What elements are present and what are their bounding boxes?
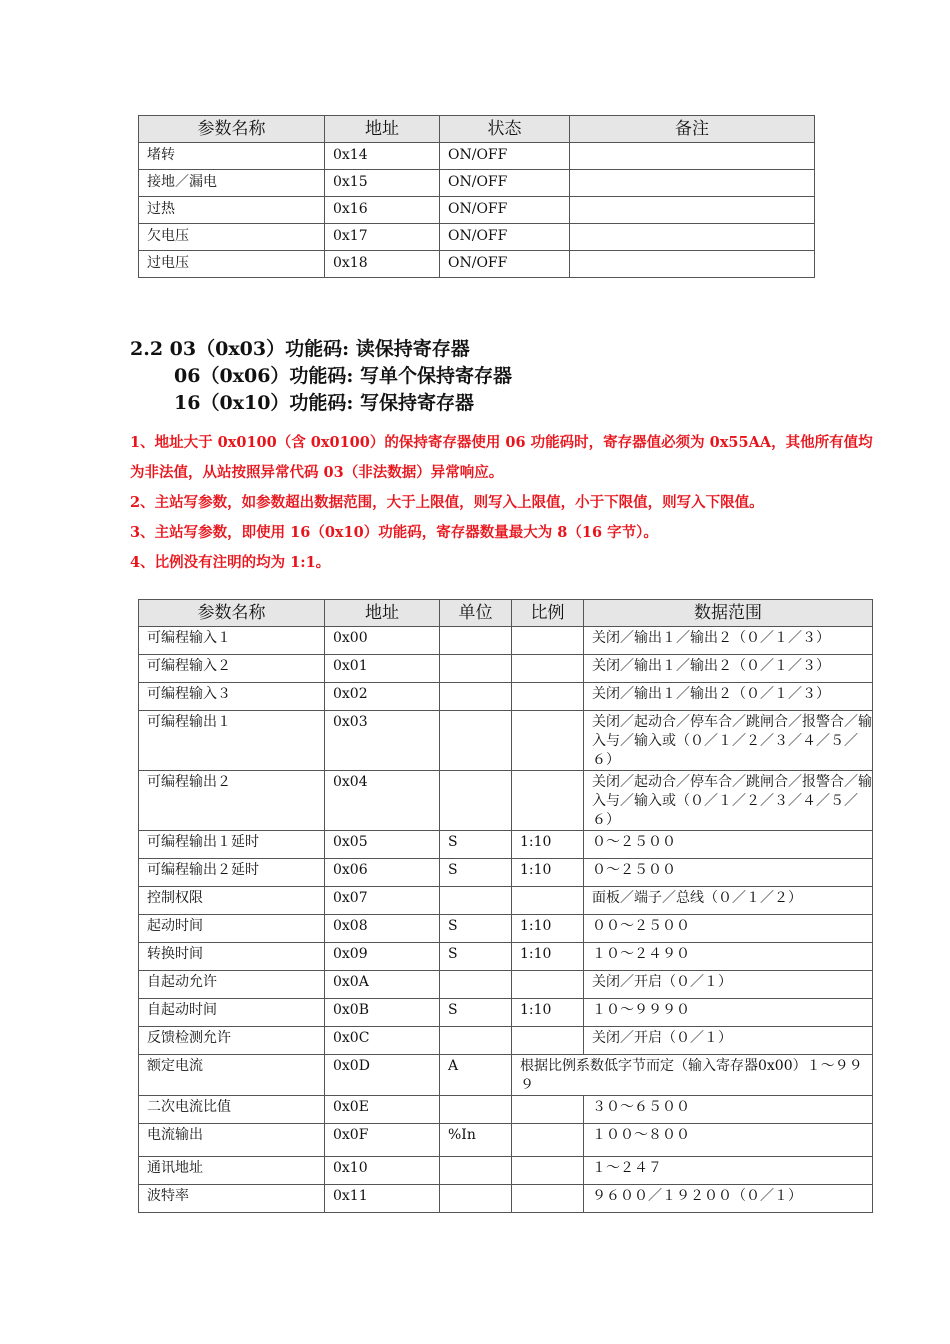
header-address: 地址 [325,116,440,143]
cell-ratio: 1:10 [512,859,584,887]
cell-unit [440,887,512,915]
note-item: 4、比例没有注明的均为 1:1。 [130,554,331,571]
cell-name: 可编程输出１ [139,711,325,771]
cell-range: 关闭／输出１／输出２（０／１／３） [584,683,873,711]
cell-address: 0x0E [325,1096,440,1124]
cell-ratio-range-merged: 根据比例系数低字节而定（输入寄存器0x00）１～９９９ [512,1055,873,1096]
cell-address: 0x10 [325,1157,440,1185]
cell-address: 0x03 [325,711,440,771]
cell-range: 关闭／开启（０／１） [584,1027,873,1055]
cell-address: 0x0D [325,1055,440,1096]
cell-address: 0x04 [325,771,440,831]
table-row [139,197,815,224]
cell-name: 电流输出 [139,1124,325,1157]
cell-name: 二次电流比值 [139,1096,325,1124]
cell-name: 欠电压 [139,224,325,251]
cell-name: 起动时间 [139,915,325,943]
cell-address: 0x17 [325,224,440,251]
cell-name: 可编程输入１ [139,627,325,655]
table-header-row [139,116,815,143]
cell-unit: S [440,999,512,1027]
table-row [139,999,873,1027]
cell-ratio: 1:10 [512,915,584,943]
note-item: 3、主站写参数，即使用 16（0x10）功能码，寄存器数量最大为 8（16 字节）。 [130,524,658,541]
cell-range: ９６００／１９２００（０／１） [584,1185,873,1213]
cell-status: ON/OFF [440,197,570,224]
table-row [139,655,873,683]
cell-unit [440,771,512,831]
cell-name: 波特率 [139,1185,325,1213]
table-row [139,627,873,655]
header-data-range: 数据范围 [584,600,873,627]
cell-unit: S [440,859,512,887]
cell-address: 0x0A [325,971,440,999]
cell-name: 自起动时间 [139,999,325,1027]
table-row [139,1027,873,1055]
note-item: 2、主站写参数，如参数超出数据范围，大于上限值，则写入上限值，小于下限值，则写入下限值。 [130,494,764,511]
cell-ratio [512,887,584,915]
notes-list [130,428,875,578]
table-row [139,1055,873,1096]
cell-unit: S [440,915,512,943]
cell-ratio [512,1096,584,1124]
cell-range: 关闭／开启（０／１） [584,971,873,999]
section-heading-line-2: 06（0x06）功能码: 写单个保持寄存器 [174,365,513,387]
header-ratio: 比例 [512,600,584,627]
cell-address: 0x02 [325,683,440,711]
cell-ratio: 1:10 [512,943,584,971]
cell-address: 0x0F [325,1124,440,1157]
note-item: 1、地址大于 0x0100（含 0x0100）的保持寄存器使用 06 功能码时，寄存器值必须为 0x55AA，其他所有值均为非法值，从站按照异常代码 03（非法数据）异常响应。 [130,434,873,481]
table-row [139,683,873,711]
cell-range: １～２４７ [584,1157,873,1185]
cell-remark [570,170,815,197]
table-header-row [139,600,873,627]
cell-range: ３０～６５００ [584,1096,873,1124]
cell-status: ON/OFF [440,251,570,278]
cell-ratio: 1:10 [512,999,584,1027]
header-param-name: 参数名称 [139,116,325,143]
cell-status: ON/OFF [440,224,570,251]
cell-range: 关闭／起动合／停车合／跳闸合／报警合／输入与／输入或（０／１／２／３／４／５／６） [584,771,873,831]
cell-address: 0x18 [325,251,440,278]
cell-address: 0x08 [325,915,440,943]
table-row [139,831,873,859]
cell-unit: S [440,943,512,971]
cell-range: １００～８００ [584,1124,873,1157]
cell-ratio [512,1027,584,1055]
cell-ratio [512,1157,584,1185]
table-row [139,251,815,278]
cell-range: 关闭／输出１／输出２（０／１／３） [584,627,873,655]
cell-ratio [512,1124,584,1157]
cell-unit [440,1157,512,1185]
cell-address: 0x09 [325,943,440,971]
cell-address: 0x07 [325,887,440,915]
cell-unit: A [440,1055,512,1096]
cell-range: １０～９９９０ [584,999,873,1027]
table-row [139,1185,873,1213]
cell-unit [440,683,512,711]
table-row [139,971,873,999]
cell-ratio [512,711,584,771]
cell-range: 关闭／输出１／输出２（０／１／３） [584,655,873,683]
cell-name: 堵转 [139,143,325,170]
cell-unit [440,1027,512,1055]
cell-name: 反馈检测允许 [139,1027,325,1055]
cell-unit [440,711,512,771]
cell-status: ON/OFF [440,170,570,197]
cell-address: 0x05 [325,831,440,859]
cell-range: ０～２５００ [584,859,873,887]
cell-remark [570,143,815,170]
cell-range: 面板／端子／总线（０／１／２） [584,887,873,915]
cell-name: 接地／漏电 [139,170,325,197]
table-row [139,170,815,197]
cell-address: 0x0B [325,999,440,1027]
cell-range: 关闭／起动合／停车合／跳闸合／报警合／输入与／输入或（０／１／２／３／４／５／６） [584,711,873,771]
cell-ratio: 1:10 [512,831,584,859]
cell-remark [570,251,815,278]
cell-name: 可编程输出１延时 [139,831,325,859]
header-remark: 备注 [570,116,815,143]
table-row [139,143,815,170]
header-address: 地址 [325,600,440,627]
cell-unit: %In [440,1124,512,1157]
cell-address: 0x16 [325,197,440,224]
table-row [139,943,873,971]
table-row [139,224,815,251]
cell-ratio [512,683,584,711]
header-unit: 单位 [440,600,512,627]
header-status: 状态 [440,116,570,143]
cell-unit [440,627,512,655]
cell-ratio [512,655,584,683]
table-row [139,1157,873,1185]
cell-unit [440,971,512,999]
cell-name: 额定电流 [139,1055,325,1096]
cell-name: 可编程输入３ [139,683,325,711]
cell-range: ００～２５００ [584,915,873,943]
cell-address: 0x14 [325,143,440,170]
table-row [139,771,873,831]
cell-range: ０～２５００ [584,831,873,859]
cell-unit: S [440,831,512,859]
cell-address: 0x00 [325,627,440,655]
table-row [139,1124,873,1157]
cell-ratio [512,627,584,655]
cell-address: 0x01 [325,655,440,683]
cell-ratio [512,971,584,999]
table-row [139,887,873,915]
cell-address: 0x11 [325,1185,440,1213]
cell-ratio [512,771,584,831]
cell-status: ON/OFF [440,143,570,170]
cell-ratio [512,1185,584,1213]
cell-range: １０～２４９０ [584,943,873,971]
cell-unit [440,1096,512,1124]
cell-name: 自起动允许 [139,971,325,999]
cell-name: 可编程输出２延时 [139,859,325,887]
register-status-table [138,115,815,278]
cell-name: 过热 [139,197,325,224]
cell-name: 转换时间 [139,943,325,971]
section-heading-line-1: 2.2 03（0x03）功能码: 读保持寄存器 [130,338,470,360]
cell-address: 0x06 [325,859,440,887]
cell-address: 0x15 [325,170,440,197]
cell-unit [440,655,512,683]
section-heading-line-3: 16（0x10）功能码: 写保持寄存器 [174,392,475,414]
table-row [139,859,873,887]
cell-name: 通讯地址 [139,1157,325,1185]
table-row [139,711,873,771]
cell-remark [570,197,815,224]
cell-unit [440,1185,512,1213]
table-row [139,1096,873,1124]
cell-address: 0x0C [325,1027,440,1055]
header-param-name: 参数名称 [139,600,325,627]
holding-register-table [138,599,873,1213]
cell-name: 可编程输出２ [139,771,325,831]
cell-remark [570,224,815,251]
section-heading [130,336,512,417]
cell-name: 控制权限 [139,887,325,915]
cell-name: 可编程输入２ [139,655,325,683]
table-row [139,915,873,943]
cell-name: 过电压 [139,251,325,278]
